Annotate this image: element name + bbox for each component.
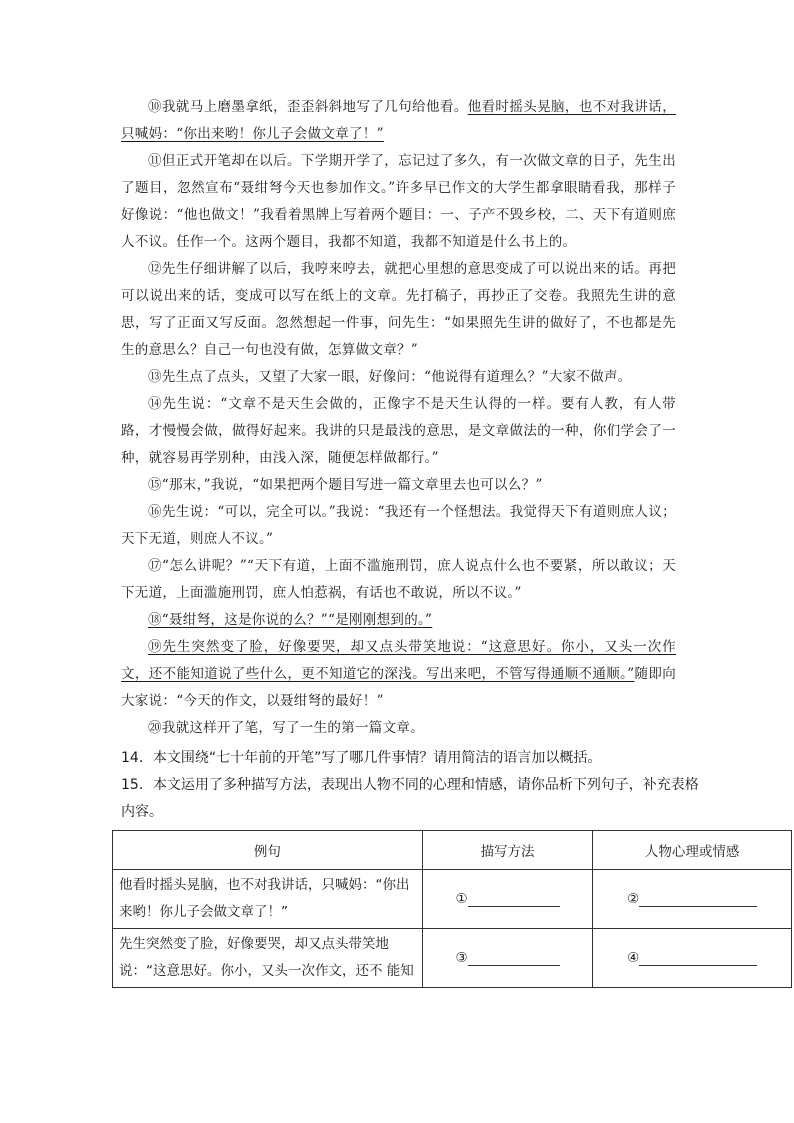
answer-blank-4[interactable] xyxy=(639,951,757,966)
question-14: 14．本文围绕“七十年前的开笔”写了哪几件事情？请用简洁的语言加以概括。 xyxy=(121,750,602,766)
answer-cell-emotion[interactable] xyxy=(593,870,792,929)
answer-blank-1[interactable] xyxy=(468,892,560,907)
paragraph-12: ⑫先生仔细讲解了以后，我哼来哼去，就把心里想的意思变成了可以说出来的话。再把可以说出来的话，变成可以写在纸上的文章。先打稿子，再抄正了交卷。我照先生讲的意思，写了正面又写反面。忽然想起一件事，问先生：“如果照先生讲的做好了，不也都是先生的意思么？自己一句也没有做，怎算做文章？” xyxy=(121,261,676,358)
paragraph-11: ⑪但正式开笔却在以后。下学期开学了，忘记过了多久，有一次做文章的日子，先生出了题目，忽然宣布“聂绀弩今天也参加作文。”许多早已作文的大学生都拿眼睛看我，那样子好像说：“他也做文！”我看着黑牌上写着两个题目：一、子产不毁乡校，二、天下有道则庶人不议。任作一个。这两个题目，我都不知道，我都不知道是什么书上的。 xyxy=(121,153,676,250)
table-header-row xyxy=(113,831,792,870)
answer-cell-emotion[interactable] xyxy=(593,929,792,988)
example-sentence-cell: 他看时摇头晃脑，也不对我讲话，只喊妈：“你出来哟！你儿子会做文章了！” xyxy=(113,870,423,929)
answer-number: ④ xyxy=(627,950,640,966)
answer-number: ② xyxy=(627,891,640,907)
paragraph-13: ⑬先生点了点头，又望了大家一眼，好像问：“他说得有道理么？”大家不做声。 xyxy=(148,369,632,385)
example-sentence-cell: 先生突然变了脸，好像要哭，却又点头带笑地说：“这意思好。你小，又头一次作文，还不 能知 xyxy=(113,929,423,988)
analysis-table xyxy=(112,830,792,988)
answer-cell-method[interactable] xyxy=(422,870,593,929)
paragraph-18-text: ⑱“聂绀弩，这是你说的么？”“是刚刚想到的。” xyxy=(148,612,433,628)
paragraph-10-text: ⑩我就马上磨墨拿纸，歪歪斜斜地写了几句给他看。 xyxy=(148,99,468,115)
paragraph-20: ⑳我就这样开了笔，写了一生的第一篇文章。 xyxy=(148,720,424,736)
paragraph-17: ⑰“怎么讲呢？”“天下有道，上面不滥施刑罚，庶人说点什么也不要紧，所以敢议；天下无道，上面滥施刑罚，庶人怕惹祸，有话也不敢说，所以不议。” xyxy=(121,558,676,601)
paragraph-19-text: 随即向大家说：“今天的作文，以聂绀弩的最好！” xyxy=(121,666,676,709)
table-row xyxy=(113,929,792,988)
header-example-sentence: 例句 xyxy=(113,831,423,870)
table-row xyxy=(113,870,792,929)
paragraph-14: ⑭先生说：“文章不是天生会做的，正像字不是天生认得的一样。要有人教，有人带路，才慢慢会做，做得好起来。我讲的只是最浅的意思，是文章做法的一种，你们学会了一种，就容易再学别种，由浅入深，随便怎样做都行。” xyxy=(121,396,676,466)
answer-cell-method[interactable] xyxy=(422,929,593,988)
paragraph-16: ⑯先生说：“可以，完全可以。”我说：“我还有一个怪想法。我觉得天下有道则庶人议；天下无道，则庶人不议。” xyxy=(121,504,676,547)
paragraph-19 xyxy=(121,634,676,715)
answer-blank-2[interactable] xyxy=(639,892,757,907)
paragraph-19-underlined: ⑲先生突然变了脸，好像要哭，却又点头带笑地说：“这意思好。你小，又头一次作文，还不能知道说了些什么，更不知道它的深浅。写出来吧，不管写得通顺不通顺。” xyxy=(121,639,676,682)
paragraph-10-underlined: 他看时摇头晃脑，也不对我讲话，只喊妈：“你出来哟！你儿子会做文章了！” xyxy=(121,99,676,142)
header-description-method: 描写方法 xyxy=(422,831,593,870)
question-15: 15．本文运用了多种描写方法，表现出人物不同的心理和情感，请你品析下列句子，补充表格内容。 xyxy=(121,777,699,820)
paragraph-10 xyxy=(121,94,676,148)
answer-blank-3[interactable] xyxy=(468,951,560,966)
answer-number: ③ xyxy=(455,950,468,966)
paragraph-18 xyxy=(121,607,676,634)
answer-number: ① xyxy=(455,891,468,907)
paragraph-15: ⑮“那末，”我说，“如果把两个题目写进一篇文章里去也可以么？” xyxy=(148,477,543,493)
header-character-emotion: 人物心理或情感 xyxy=(593,831,792,870)
